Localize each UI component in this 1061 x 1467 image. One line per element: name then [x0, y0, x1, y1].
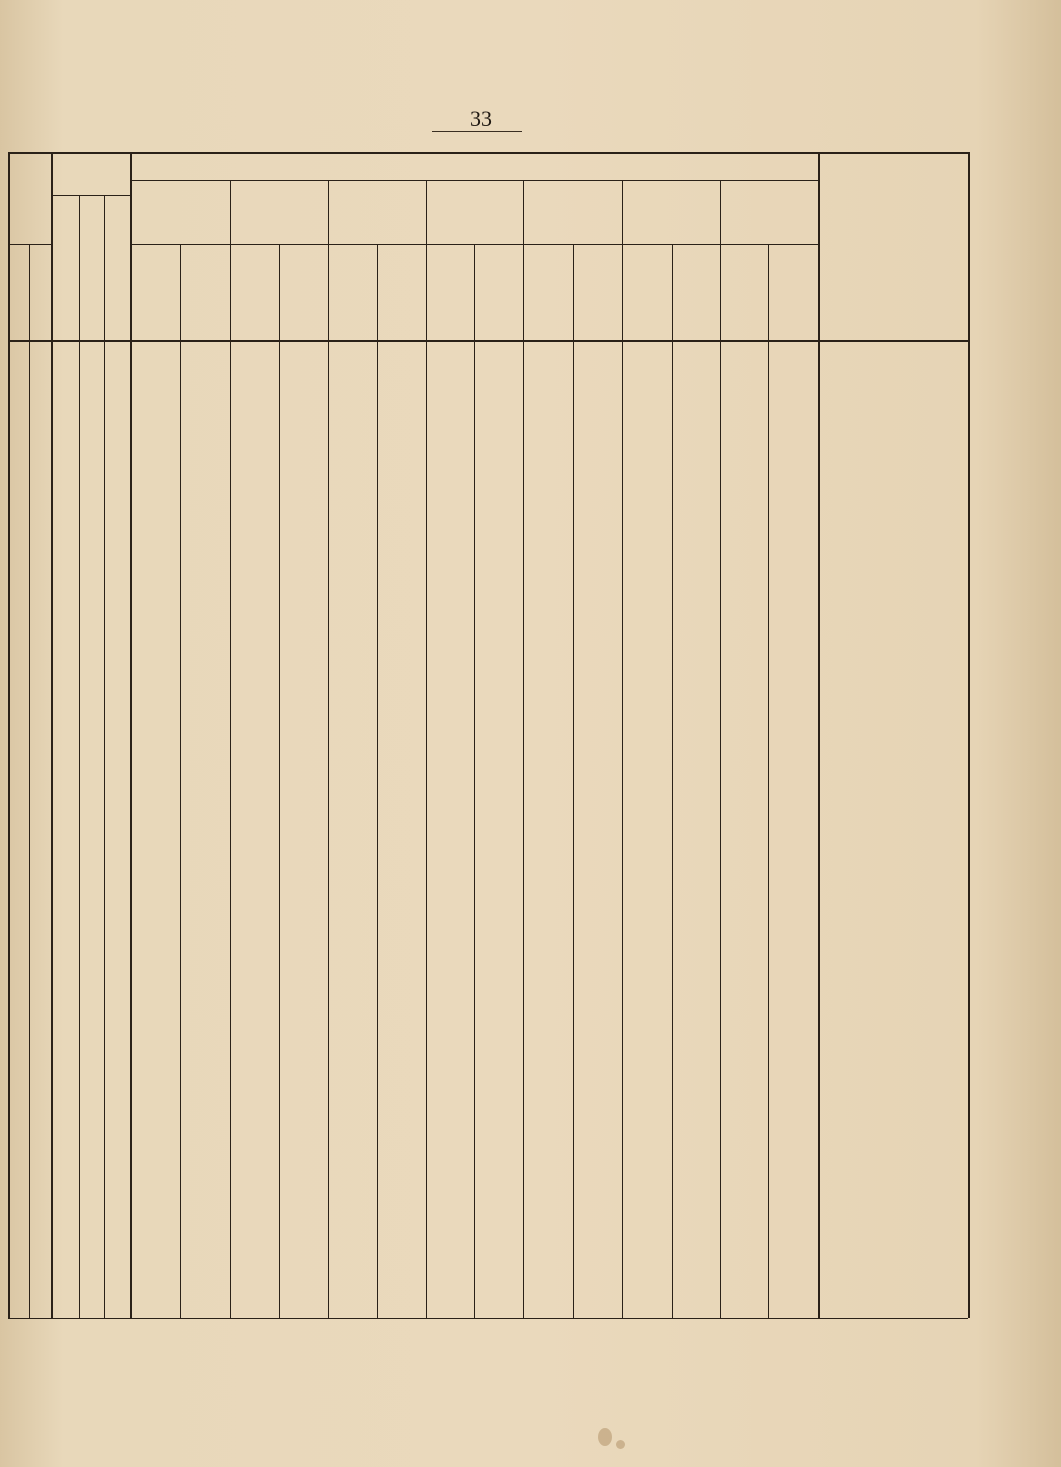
- right-border-rule: [968, 152, 970, 1318]
- column-rule: [79, 195, 80, 1318]
- column-rule: [622, 180, 623, 1318]
- column-rule: [104, 195, 105, 1318]
- column-rule: [672, 244, 673, 1318]
- column-rule: [818, 152, 820, 1318]
- livestock-title-rule: [51, 195, 130, 196]
- column-rule: [573, 244, 574, 1318]
- column-rule: [29, 244, 30, 1318]
- column-rule: [377, 244, 378, 1318]
- column-rule: [230, 180, 231, 1318]
- column-rule: [130, 152, 132, 1318]
- header-top-rule: [8, 152, 968, 154]
- column-rule: [523, 180, 524, 1318]
- column-rule: [768, 244, 769, 1318]
- column-rule: [8, 152, 10, 1318]
- paper-stain: [598, 1428, 612, 1446]
- column-rule: [180, 244, 181, 1318]
- column-rule: [51, 152, 53, 1318]
- column-rule: [720, 180, 721, 1318]
- header-bottom-rule: [8, 340, 968, 342]
- table-bottom-rule: [8, 1318, 968, 1319]
- page-number-rule: [432, 131, 522, 132]
- column-rule: [474, 244, 475, 1318]
- column-rule: [328, 180, 329, 1318]
- paper-stain: [616, 1440, 625, 1449]
- column-rule: [279, 244, 280, 1318]
- page-number: 33: [470, 106, 492, 131]
- title-underline: [130, 180, 818, 181]
- column-rule: [426, 180, 427, 1318]
